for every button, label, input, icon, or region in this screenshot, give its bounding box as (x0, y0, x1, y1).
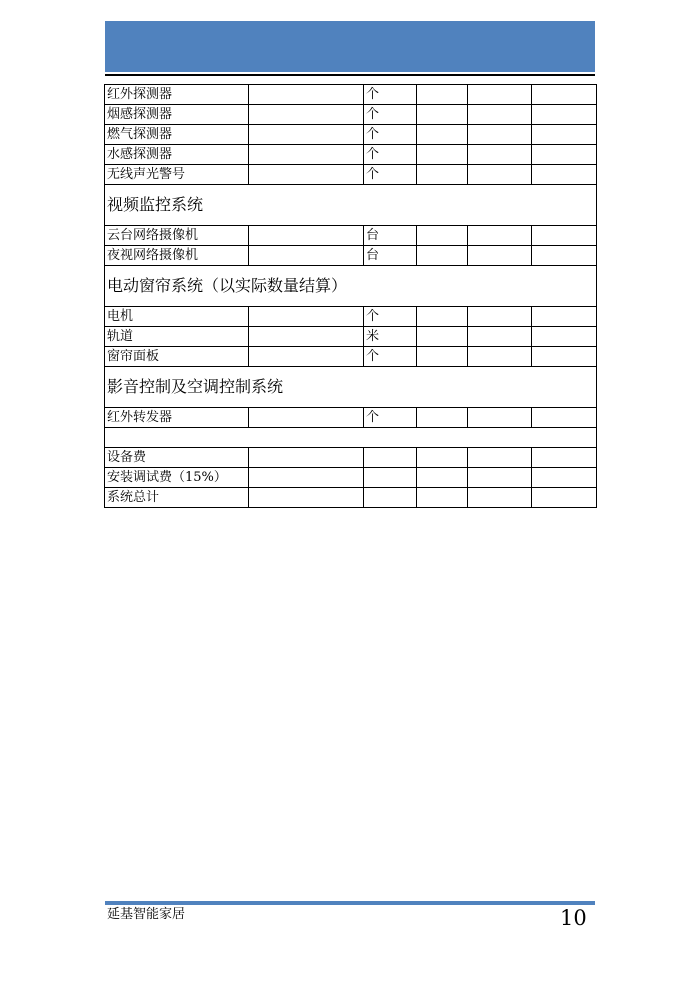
subtotal-cell (532, 105, 597, 125)
table-row (105, 448, 597, 468)
model-cell (249, 105, 364, 125)
item-name-cell: 系统总计 (105, 488, 249, 508)
item-name-cell: 安装调试费（15%） (105, 468, 249, 488)
table-row (105, 347, 597, 367)
unit-cell: 台 (364, 246, 417, 266)
item-name-cell: 云台网络摄像机 (105, 226, 249, 246)
subtotal-cell (532, 327, 597, 347)
table-row (105, 85, 597, 105)
unit-cell: 米 (364, 327, 417, 347)
unit-cell: 个 (364, 145, 417, 165)
model-cell (249, 448, 364, 468)
item-name-cell: 红外转发器 (105, 408, 249, 428)
unit-price-cell (468, 85, 532, 105)
table-row (105, 105, 597, 125)
table-row (105, 408, 597, 428)
section-header-row (105, 367, 597, 408)
table-row (105, 145, 597, 165)
quantity-cell (417, 347, 468, 367)
unit-price-cell (468, 226, 532, 246)
item-name-cell: 燃气探测器 (105, 125, 249, 145)
table-row (105, 488, 597, 508)
footer-company-name: 延基智能家居 (107, 907, 186, 922)
item-name-cell: 烟感探测器 (105, 105, 249, 125)
table-row (105, 307, 597, 327)
item-name-cell: 红外探测器 (105, 85, 249, 105)
section-title: 影音控制及空调控制系统 (105, 367, 597, 408)
subtotal-cell (532, 347, 597, 367)
subtotal-cell (532, 226, 597, 246)
section-header-row (105, 266, 597, 307)
table-row (105, 327, 597, 347)
subtotal-cell (532, 307, 597, 327)
model-cell (249, 165, 364, 185)
quotation-table (104, 84, 597, 508)
header-band (105, 21, 595, 72)
unit-cell: 个 (364, 125, 417, 145)
item-name-cell: 轨道 (105, 327, 249, 347)
model-cell (249, 226, 364, 246)
table-row (105, 165, 597, 185)
page-number: 10 (560, 906, 587, 930)
unit-cell (364, 468, 417, 488)
model-cell (249, 85, 364, 105)
unit-cell: 个 (364, 105, 417, 125)
model-cell (249, 125, 364, 145)
subtotal-cell (532, 448, 597, 468)
unit-cell: 个 (364, 165, 417, 185)
blank-row (105, 428, 597, 448)
quantity-cell (417, 468, 468, 488)
header-rule (105, 74, 595, 76)
unit-price-cell (468, 307, 532, 327)
unit-cell (364, 448, 417, 468)
subtotal-cell (532, 468, 597, 488)
section-title: 电动窗帘系统（以实际数量结算） (105, 266, 597, 307)
quantity-cell (417, 85, 468, 105)
quantity-cell (417, 327, 468, 347)
unit-price-cell (468, 327, 532, 347)
quantity-cell (417, 145, 468, 165)
item-name-cell: 电机 (105, 307, 249, 327)
unit-price-cell (468, 347, 532, 367)
table-row (105, 226, 597, 246)
subtotal-cell (532, 408, 597, 428)
table-row (105, 468, 597, 488)
quantity-cell (417, 165, 468, 185)
subtotal-cell (532, 145, 597, 165)
unit-cell (364, 488, 417, 508)
table-row (105, 125, 597, 145)
item-name-cell: 水感探测器 (105, 145, 249, 165)
table-row (105, 246, 597, 266)
quantity-cell (417, 246, 468, 266)
unit-price-cell (468, 246, 532, 266)
subtotal-cell (532, 165, 597, 185)
model-cell (249, 488, 364, 508)
subtotal-cell (532, 125, 597, 145)
subtotal-cell (532, 488, 597, 508)
unit-cell: 个 (364, 408, 417, 428)
unit-cell: 个 (364, 307, 417, 327)
item-name-cell: 设备费 (105, 448, 249, 468)
model-cell (249, 347, 364, 367)
unit-price-cell (468, 408, 532, 428)
unit-cell: 个 (364, 85, 417, 105)
model-cell (249, 327, 364, 347)
quantity-cell (417, 408, 468, 428)
unit-price-cell (468, 488, 532, 508)
model-cell (249, 468, 364, 488)
quantity-cell (417, 488, 468, 508)
unit-cell: 个 (364, 347, 417, 367)
quantity-cell (417, 226, 468, 246)
unit-price-cell (468, 125, 532, 145)
unit-price-cell (468, 145, 532, 165)
blank-cell (105, 428, 597, 448)
subtotal-cell (532, 246, 597, 266)
section-title: 视频监控系统 (105, 185, 597, 226)
model-cell (249, 408, 364, 428)
unit-price-cell (468, 105, 532, 125)
model-cell (249, 145, 364, 165)
quantity-cell (417, 125, 468, 145)
unit-cell: 台 (364, 226, 417, 246)
model-cell (249, 307, 364, 327)
item-name-cell: 无线声光警号 (105, 165, 249, 185)
quantity-cell (417, 105, 468, 125)
unit-price-cell (468, 468, 532, 488)
model-cell (249, 246, 364, 266)
unit-price-cell (468, 165, 532, 185)
subtotal-cell (532, 85, 597, 105)
quantity-cell (417, 448, 468, 468)
item-name-cell: 夜视网络摄像机 (105, 246, 249, 266)
section-header-row (105, 185, 597, 226)
item-name-cell: 窗帘面板 (105, 347, 249, 367)
unit-price-cell (468, 448, 532, 468)
quantity-cell (417, 307, 468, 327)
